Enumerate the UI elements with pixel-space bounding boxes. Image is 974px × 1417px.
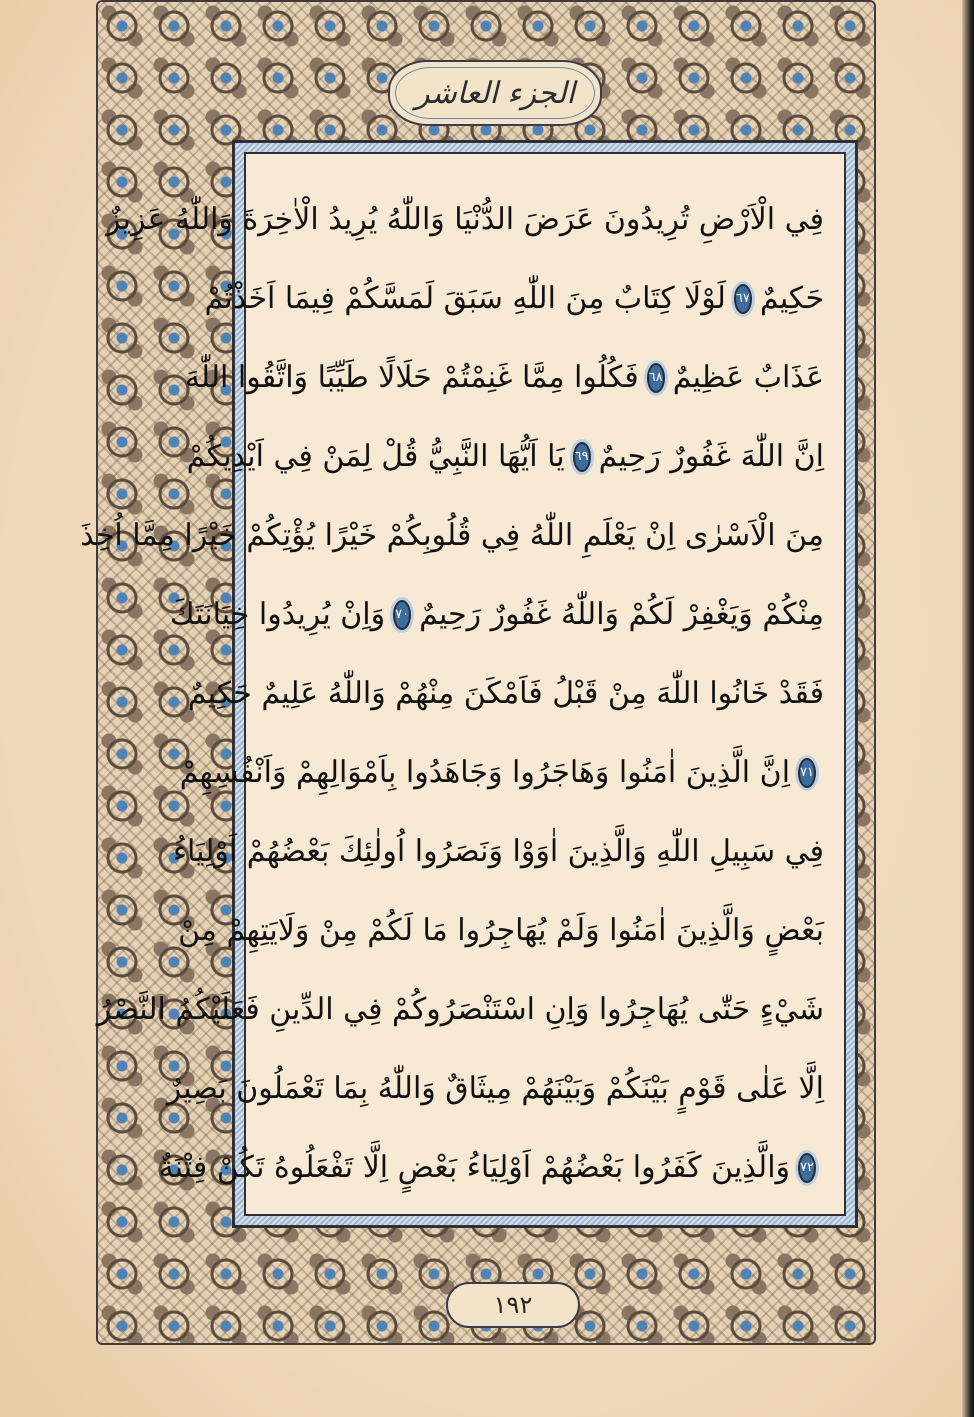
verse-line-5 bbox=[80, 496, 824, 575]
line-text: فِي الْاَرْضِ تُرِيدُونَ عَرَضَ الدُّنْيَا وَاللّٰهُ يُرِيدُ الْاٰخِرَةَ وَاللّٰهُ عَزِيزٌ bbox=[106, 202, 824, 237]
verse-line-10 bbox=[178, 891, 824, 970]
ayah-marker: ٧٠ bbox=[393, 600, 411, 630]
verse-line-13 bbox=[158, 1128, 824, 1207]
ayah-marker: ٧٢ bbox=[798, 1153, 816, 1183]
verse-line-11 bbox=[96, 970, 824, 1049]
verse-line-6 bbox=[169, 575, 824, 654]
verse-line-2 bbox=[204, 259, 824, 338]
verse-line-12 bbox=[166, 1049, 824, 1128]
text-panel bbox=[80, 140, 858, 1228]
verse-line-1 bbox=[106, 180, 824, 259]
line-text: حَكِيمٌ bbox=[759, 281, 824, 316]
verse-lines bbox=[80, 180, 824, 1207]
ayah-marker: ٦٨ bbox=[647, 363, 665, 393]
line-text: وَالَّذِينَ كَفَرُوا بَعْضُهُمْ اَوْلِيَاءُ بَعْضٍ اِلَّا تَفْعَلُوهُ تَكُنْ فِتْنَةٌ bbox=[158, 1150, 791, 1185]
line-text: مِنْكُمْ وَيَغْفِرْ لَكُمْ وَاللّٰهُ غَفُورٌ رَحِيمٌ bbox=[419, 597, 824, 632]
line-text: مِنَ الْاَسْرٰى اِنْ يَعْلَمِ اللّٰهُ فِي قُلُوبِكُمْ خَيْرًا يُؤْتِكُمْ خَيْرًا مِمَّا اُخِذَ bbox=[80, 518, 824, 553]
page-number: ١٩٢ bbox=[493, 1291, 533, 1319]
verse-line-4 bbox=[186, 417, 824, 496]
book-spine-shadow bbox=[962, 0, 974, 1417]
line-text: اِنَّ الَّذِينَ اٰمَنُوا وَهَاجَرُوا وَجَاهَدُوا بِاَمْوَالِهِمْ وَاَنْفُسِهِمْ bbox=[179, 755, 791, 790]
line-text: اِنَّ اللّٰهَ غَفُورٌ رَحِيمٌ bbox=[598, 439, 824, 474]
verse-line-7 bbox=[187, 654, 824, 733]
panel-inner bbox=[80, 152, 846, 1216]
panel-blue-border bbox=[80, 143, 855, 1225]
line-text: فَقَدْ خَانُوا اللّٰهَ مِنْ قَبْلُ فَاَمْكَنَ مِنْهُمْ وَاللّٰهُ عَلِيمٌ حَكِيمٌ bbox=[187, 676, 824, 711]
header-cartouche bbox=[388, 60, 602, 126]
ayah-marker: ٦٩ bbox=[573, 442, 591, 472]
ayah-marker: ٦٧ bbox=[734, 284, 752, 314]
juz-title: الجزء العاشر bbox=[415, 75, 575, 111]
line-text: يَا اَيُّهَا النَّبِيُّ قُلْ لِمَنْ فِي اَيْدِيكُمْ bbox=[186, 439, 565, 474]
line-text: عَذَابٌ عَظِيمٌ bbox=[672, 360, 824, 395]
line-text: اِلَّا عَلٰى قَوْمٍ بَيْنَكُمْ وَبَيْنَهُمْ مِيثَاقٌ وَاللّٰهُ بِمَا تَعْمَلُونَ بَصِيرٌ bbox=[166, 1071, 824, 1106]
line-text: لَوْلَا كِتَابٌ مِنَ اللّٰهِ سَبَقَ لَمَسَّكُمْ فِيمَا اَخَذْتُمْ bbox=[204, 281, 726, 316]
line-text: فَكُلُوا مِمَّا غَنِمْتُمْ حَلَالًا طَيِّبًا وَاتَّقُوا اللّٰهَ bbox=[184, 360, 639, 395]
line-text: بَعْضٍ وَالَّذِينَ اٰمَنُوا وَلَمْ يُهَاجِرُوا مَا لَكُمْ مِنْ وَلَايَتِهِمْ مِنْ bbox=[178, 913, 824, 948]
line-text: شَيْءٍ حَتّٰى يُهَاجِرُوا وَاِنِ اسْتَنْصَرُوكُمْ فِي الدِّينِ فَعَلَيْكُمُ النَّصْرُ bbox=[96, 992, 824, 1027]
ayah-marker: ٧١ bbox=[798, 758, 816, 788]
verse-line-3 bbox=[184, 338, 824, 417]
line-text: وَاِنْ يُرِيدُوا خِيَانَتَكَ bbox=[169, 597, 386, 632]
verse-line-9 bbox=[172, 812, 824, 891]
footer-cartouche bbox=[446, 1282, 580, 1328]
verse-line-8 bbox=[179, 733, 824, 812]
line-text: فِي سَبِيلِ اللّٰهِ وَالَّذِينَ اٰوَوْا وَنَصَرُوا اُولٰئِكَ بَعْضُهُمْ اَوْلِيَاءُ bbox=[172, 834, 824, 869]
